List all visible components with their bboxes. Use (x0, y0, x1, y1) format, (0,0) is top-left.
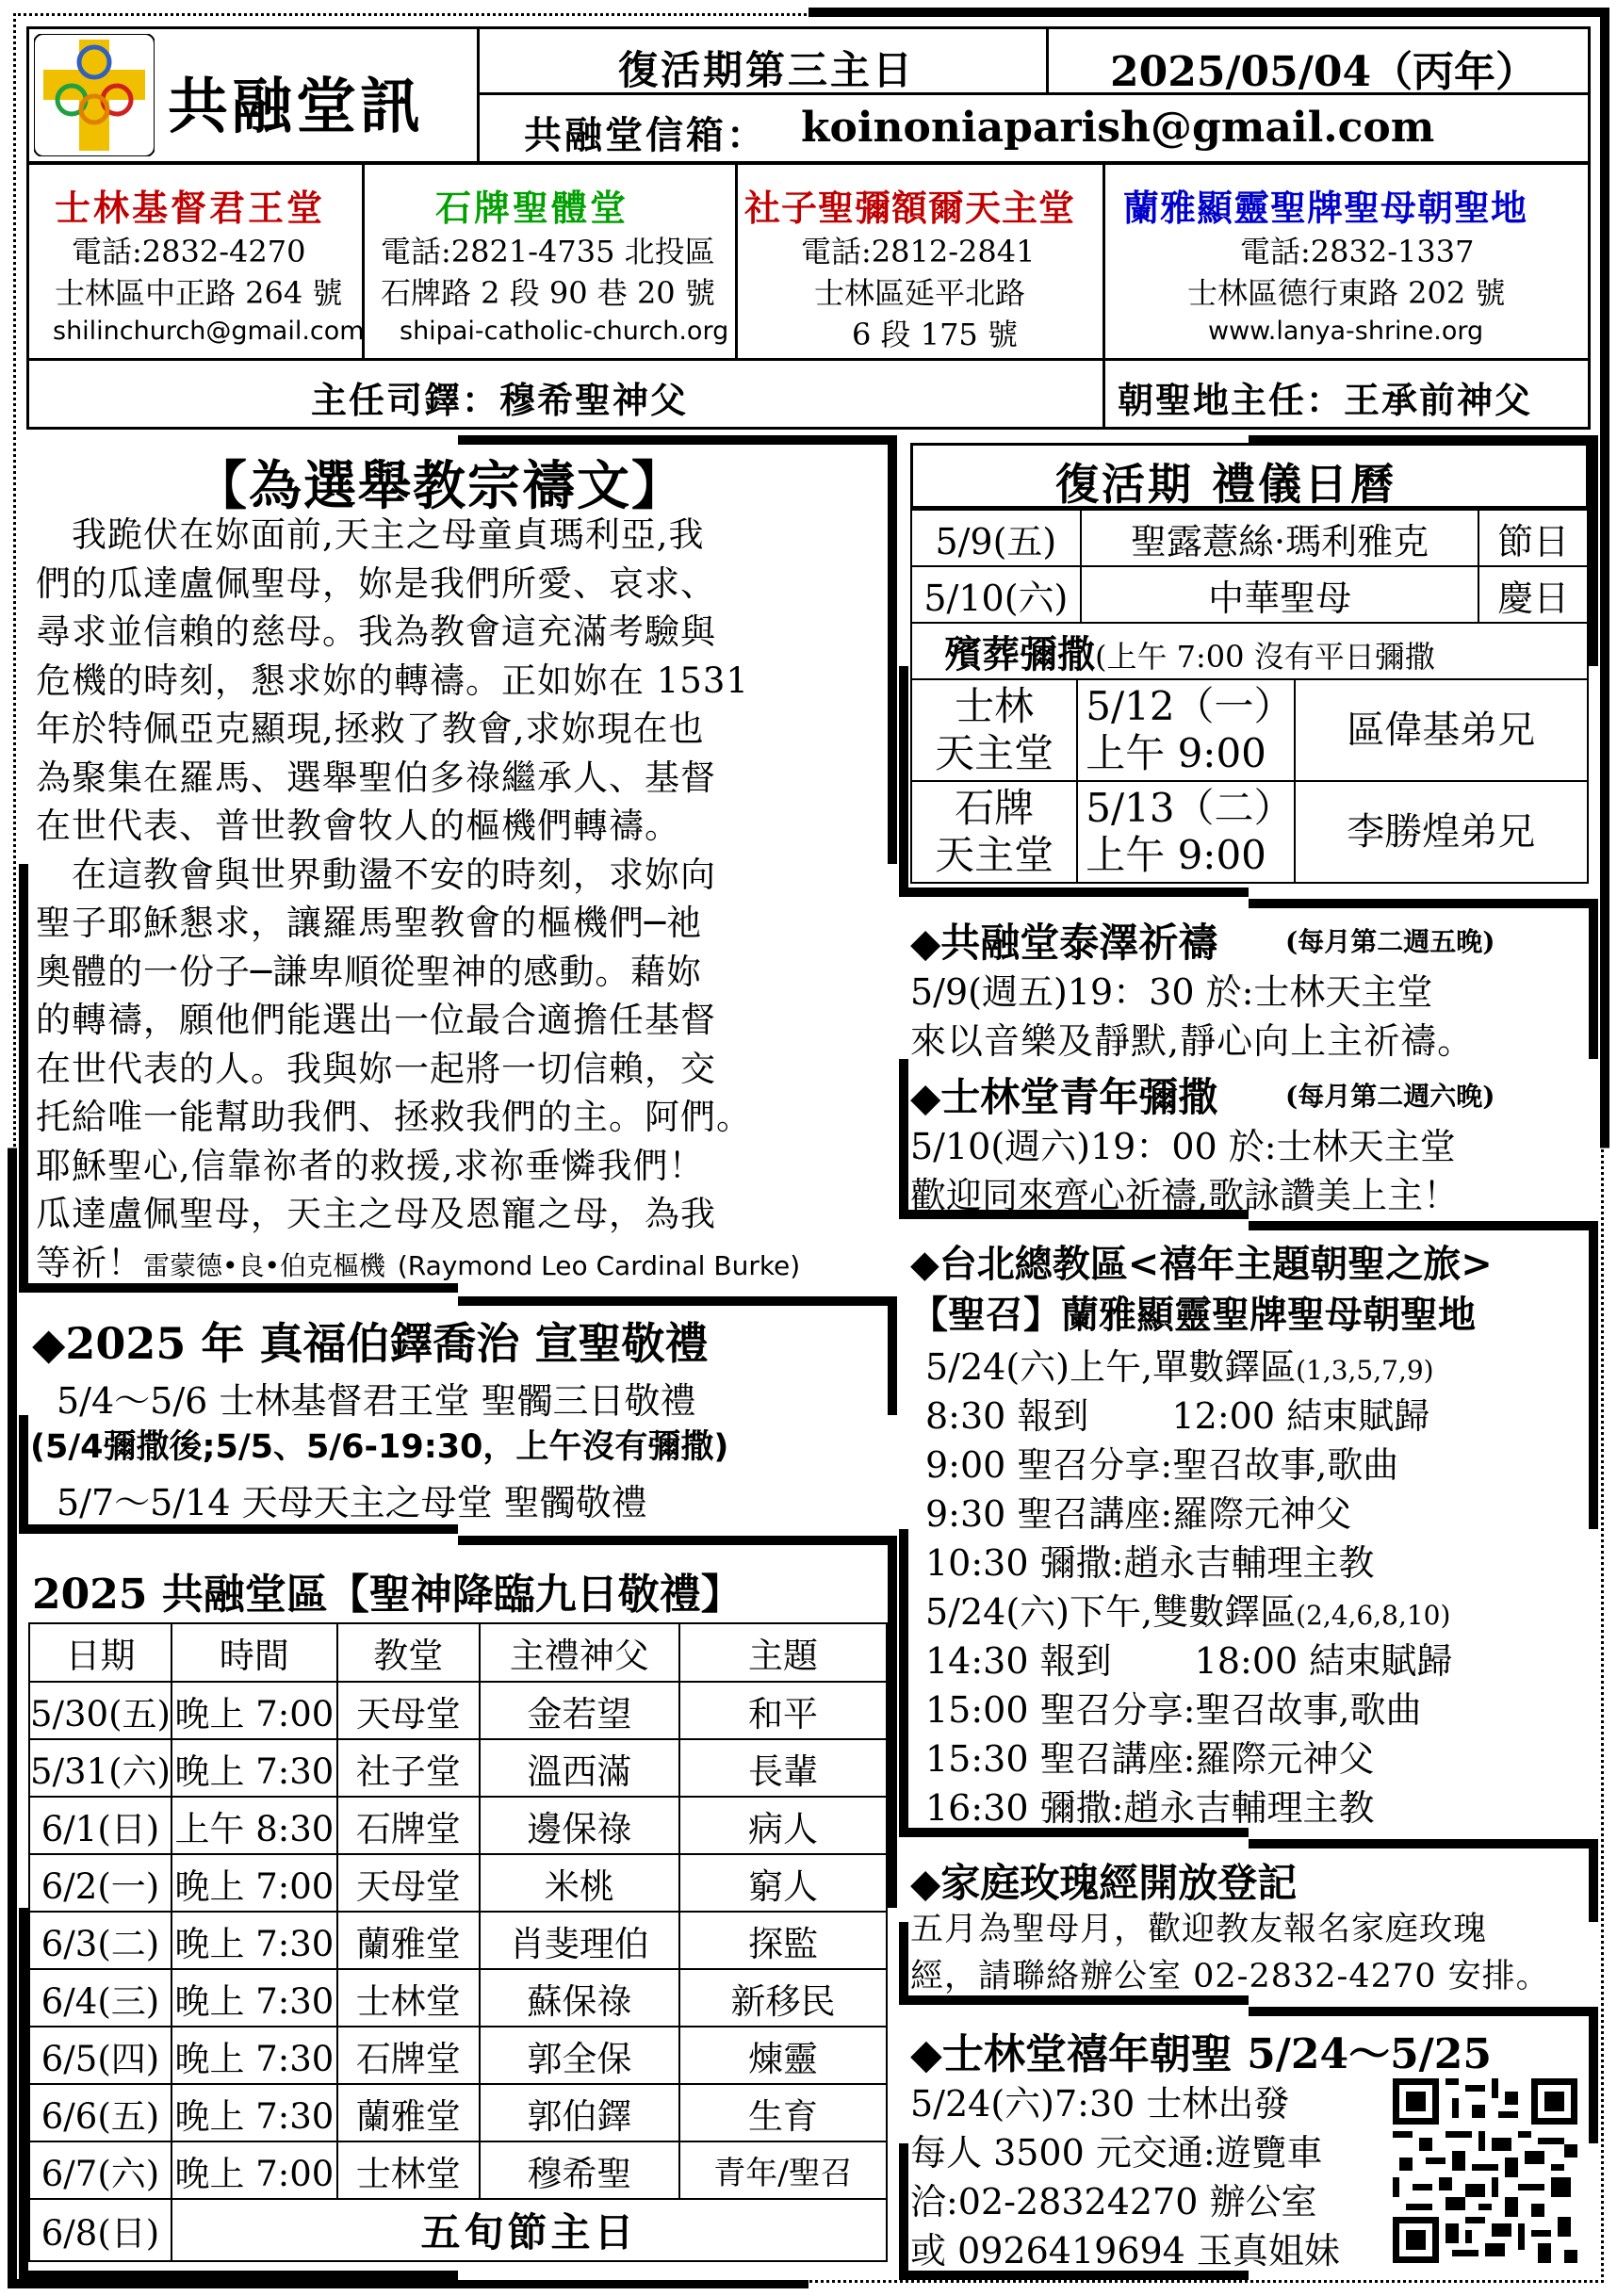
novena-date: 6/7(六) (29, 2141, 172, 2199)
relic-title: ◆2025 年 真福伯鐸喬治 宣聖敬禮 (32, 1318, 709, 1369)
novena-header: 時間 (172, 1623, 337, 1682)
novena-church: 天母堂 (337, 1682, 480, 1739)
calendar-feast: 中華聖母 (1081, 566, 1479, 623)
novena-theme: 探監 (679, 1912, 887, 1969)
funeral-church-b: 天主堂 (935, 832, 1054, 878)
church-shipai-address: 石牌路 2 段 90 巷 20 號 (381, 275, 715, 311)
table-row (29, 1912, 887, 1969)
novena-date: 6/8(日) (29, 2199, 172, 2261)
novena-theme: 青年/聖召 (679, 2141, 887, 2199)
church-divider-v3 (1102, 162, 1105, 430)
church-shezi-name: 社子聖彌額爾天主堂 (744, 187, 1076, 229)
novena-church: 士林堂 (337, 1969, 480, 2027)
calendar-title: 復活期 禮儀日曆 (1055, 459, 1397, 510)
prayer-line: 在世代表的人。我與妳一起將一切信賴，交 (36, 1048, 716, 1089)
prayer-last-line (36, 1239, 800, 1291)
prayer-line: 們的瓜達盧佩聖母，妳是我們所愛、哀求、 (36, 562, 716, 604)
table-row (29, 2199, 887, 2261)
pilgrimage-pm-item: 15:00 聖召分享:聖召故事,歌曲 (925, 1689, 1422, 1731)
jubilee-title: ◆士林堂禧年朝聖 5/24～5/25 (910, 2030, 1492, 2078)
prayer-line: 危機的時刻，懇求妳的轉禱。正如妳在 1531 (36, 659, 749, 701)
church-shilin-address: 士林區中正路 264 號 (55, 275, 343, 311)
funeral-church (911, 679, 1077, 781)
novena-pentecost: 五旬節主日 (172, 2199, 887, 2261)
prayer-title: 【為選舉教宗禱文】 (194, 455, 686, 517)
masthead-divider-v2 (1046, 26, 1049, 94)
prayer-line: 為聚集在羅馬、選舉聖伯多祿繼承人、基督 (36, 757, 716, 798)
prayer-author: 雷蒙德•良•伯克樞機 (143, 1249, 386, 1281)
table-row (29, 1797, 887, 1854)
novena-celebrant: 邊保祿 (480, 1797, 679, 1854)
taize-line2: 來以音樂及靜默,靜心向上主祈禱。 (910, 1020, 1475, 1062)
pastor: 主任司鐸：穆希聖神父 (311, 379, 689, 421)
pilgrimage-am-note: (1,3,5,7,9) (1296, 1355, 1434, 1386)
funeral-table (910, 678, 1589, 884)
church-shilin-name: 士林基督君王堂 (55, 187, 326, 229)
novena-theme: 和平 (679, 1682, 887, 1739)
novena-church: 石牌堂 (337, 2027, 480, 2084)
novena-header: 教堂 (337, 1623, 480, 1682)
table-row (911, 679, 1588, 781)
table-row (29, 1854, 887, 1912)
novena-date: 5/30(五) (29, 1682, 172, 1739)
novena-theme: 病人 (679, 1797, 887, 1854)
table-row (911, 781, 1588, 883)
youth-note: (每月第二週六晚) (1285, 1081, 1495, 1112)
prayer-line: 尋求並信賴的慈母。我為教會這充滿考驗與 (36, 611, 716, 652)
novena-time: 晚上 7:00 (172, 1854, 337, 1912)
novena-time: 晚上 7:30 (172, 1739, 337, 1797)
novena-date: 6/1(日) (29, 1797, 172, 1854)
youth-line2: 歡迎同來齊心祈禱,歌詠讚美上主！ (910, 1175, 1460, 1216)
church-lanya-address: 士林區德行東路 202 號 (1187, 275, 1506, 311)
novena-celebrant: 蘇保祿 (480, 1969, 679, 2027)
prayer-line: 托給唯一能幫助我們、拯救我們的主。阿們。 (36, 1097, 752, 1137)
novena-table (28, 1622, 888, 2262)
novena-date: 6/5(四) (29, 2027, 172, 2084)
funeral-name: 李勝煌弟兄 (1295, 781, 1588, 883)
novena-church: 社子堂 (337, 1739, 480, 1797)
mailbox-label: 共融堂信箱： (524, 113, 767, 157)
church-lanya-phone: 電話:2832-1337 (1240, 234, 1475, 269)
novena-celebrant: 溫西滿 (480, 1739, 679, 1797)
masthead-divider-v1 (477, 26, 480, 164)
calendar-table (910, 509, 1589, 680)
novena-date: 6/4(三) (29, 1969, 172, 2027)
novena-date: 6/2(一) (29, 1854, 172, 1912)
table-row (29, 2141, 887, 2199)
mailbox-email[interactable]: koinoniaparish@gmail.com (801, 104, 1435, 152)
calendar-date: 5/9(五) (911, 510, 1081, 566)
novena-theme: 長輩 (679, 1739, 887, 1797)
funeral-date: 5/12（一） (1086, 683, 1294, 729)
rosary-line1: 五月為聖母月，歡迎教友報名家庭玫瑰 (910, 1911, 1488, 1948)
pilgrimage-am-item: 9:30 聖召講座:羅際元神父 (925, 1493, 1352, 1535)
church-shilin-phone: 電話:2832-4270 (72, 234, 306, 269)
table-row (29, 1739, 887, 1797)
funeral-church (911, 781, 1077, 883)
pilgrimage-am-head (925, 1338, 1434, 1390)
novena-time: 晚上 7:30 (172, 2027, 337, 2084)
youth-line1: 5/10(週六)19：00 於:士林天主堂 (910, 1126, 1456, 1167)
pilgrimage-pm-item: 15:30 聖召講座:羅際元神父 (925, 1738, 1375, 1780)
novena-celebrant: 金若望 (480, 1682, 679, 1739)
novena-celebrant: 穆希聖 (480, 2141, 679, 2199)
church-lanya-name: 蘭雅顯靈聖牌聖母朝聖地 (1123, 187, 1528, 229)
taize-note: (每月第二週五晚) (1285, 926, 1495, 957)
shrine-director: 朝聖地主任：王承前神父 (1118, 379, 1533, 421)
rosary-title: ◆家庭玫瑰經開放登記 (910, 1860, 1298, 1906)
novena-time: 晚上 7:30 (172, 2084, 337, 2141)
funeral-church-a: 石牌 (955, 785, 1035, 831)
church-divider-v2 (735, 162, 738, 358)
prayer-closing: 等祈！ (36, 1242, 143, 1283)
novena-time: 晚上 7:30 (172, 1969, 337, 2027)
table-row (29, 2084, 887, 2141)
pilgrimage-am-label: 5/24(六)上午,單數鐸區 (925, 1346, 1297, 1388)
funeral-time: 上午 9:00 (1086, 730, 1266, 776)
table-row (911, 566, 1588, 623)
prayer-line: 在這教會與世界動盪不安的時刻，求妳向 (36, 854, 716, 895)
table-row (911, 510, 1588, 566)
novena-time: 上午 8:30 (172, 1797, 337, 1854)
prayer-line: 耶穌聖心,信靠祢者的救援,求祢垂憐我們！ (36, 1145, 705, 1186)
novena-church: 蘭雅堂 (337, 1912, 480, 1969)
table-row (29, 1682, 887, 1739)
novena-celebrant: 郭伯鐸 (480, 2084, 679, 2141)
church-shezi-address2: 6 段 175 號 (852, 317, 1018, 352)
table-row (29, 2027, 887, 2084)
jubilee-line: 每人 3500 元交通:遊覽車 (910, 2132, 1323, 2174)
pilgrimage-pm-item: 14:30 報到 18:00 結束賦歸 (925, 1640, 1453, 1682)
novena-header: 主禮神父 (480, 1623, 679, 1682)
church-shipai-phone: 電話:2821-4735 北投區 (381, 234, 715, 269)
funeral-datetime (1077, 781, 1294, 883)
calendar-rank: 慶日 (1478, 566, 1588, 623)
calendar-rank: 節日 (1478, 510, 1588, 566)
prayer-line: 年於特佩亞克顯現,拯救了教會,求妳現在也 (36, 708, 705, 749)
novena-theme: 窮人 (679, 1854, 887, 1912)
masthead-title: 共融堂訊 (168, 72, 424, 142)
prayer-text (36, 511, 800, 1290)
funeral-church-a: 士林 (955, 683, 1035, 729)
pilgrimage-title: ◆台北總教區<禧年主題朝聖之旅> (910, 1242, 1493, 1286)
novena-theme: 生育 (679, 2084, 887, 2141)
novena-date: 6/3(二) (29, 1912, 172, 1969)
novena-church: 石牌堂 (337, 1797, 480, 1854)
calendar-feast: 聖露薏絲·瑪利雅克 (1081, 510, 1479, 566)
funeral-datetime (1077, 679, 1294, 781)
novena-header: 主題 (679, 1623, 887, 1682)
novena-church: 天母堂 (337, 1854, 480, 1912)
prayer-line: 的轉禱，願他們能選出一位最合適擔任基督 (36, 1000, 716, 1040)
church-divider-h (26, 358, 1591, 361)
pilgrimage-am-item: 10:30 彌撒:趙永吉輔理主教 (925, 1542, 1375, 1584)
novena-celebrant: 肖斐理伯 (480, 1912, 679, 1969)
church-shezi-phone: 電話:2812-2841 (801, 234, 1036, 269)
novena-header: 日期 (29, 1623, 172, 1682)
pilgrimage-pm-label: 5/24(六)下午,雙數鐸區 (925, 1591, 1297, 1633)
church-shezi-address: 士林區延平北路 (814, 275, 1026, 311)
jubilee-line: 洽:02-28324270 辦公室 (910, 2181, 1317, 2223)
novena-time: 晚上 7:00 (172, 1682, 337, 1739)
prayer-line: 我跪伏在妳面前,天主之母童貞瑪利亞,我 (36, 514, 705, 555)
church-shilin-email[interactable]: shilinchurch@gmail.com (53, 317, 365, 346)
qr-code[interactable] (1393, 2078, 1577, 2263)
novena-church: 蘭雅堂 (337, 2084, 480, 2141)
koinonia-cross-logo (34, 34, 155, 156)
relic-line1: 5/4～5/6 士林基督君王堂 聖髑三日敬禮 (57, 1380, 696, 1422)
pilgrimage-subtitle: 【聖召】蘭雅顯靈聖牌聖母朝聖地 (910, 1293, 1476, 1337)
funeral-time: 上午 9:00 (1086, 832, 1266, 878)
prayer-line: 瓜達盧佩聖母，天主之母及恩寵之母，為我 (36, 1194, 716, 1234)
jubilee-line: 5/24(六)7:30 士林出發 (910, 2083, 1290, 2125)
novena-celebrant: 米桃 (480, 1854, 679, 1912)
pilgrimage-am-item: 9:00 聖召分享:聖召故事,歌曲 (925, 1444, 1399, 1486)
pilgrimage-pm-note: (2,4,6,8,10) (1296, 1600, 1451, 1631)
prayer-author-en: (Raymond Leo Cardinal Burke) (397, 1249, 801, 1281)
novena-theme: 新移民 (679, 1969, 887, 2027)
funeral-church-b: 天主堂 (935, 730, 1054, 776)
table-row (29, 1969, 887, 2027)
novena-date: 5/31(六) (29, 1739, 172, 1797)
prayer-line: 在世代表、普世教會牧人的樞機們轉禱。 (36, 806, 680, 846)
church-lanya-web[interactable]: www.lanya-shrine.org (1208, 317, 1484, 346)
relic-line2: (5/4彌撒後;5/5、5/6-19:30，上午沒有彌撒) (30, 1428, 729, 1466)
novena-celebrant: 郭全保 (480, 2027, 679, 2084)
novena-date: 6/6(五) (29, 2084, 172, 2141)
masthead-date: 2025/05/04（丙年） (1110, 48, 1538, 96)
prayer-line: 聖子耶穌懇求，讓羅馬聖教會的樞機們─祂 (36, 903, 703, 943)
pilgrimage-am-item: 8:30 報到 12:00 結束賦歸 (925, 1395, 1430, 1437)
taize-line1: 5/9(週五)19：30 於:士林天主堂 (910, 971, 1433, 1013)
novena-time: 晚上 7:30 (172, 1912, 337, 1969)
novena-time: 晚上 7:00 (172, 2141, 337, 2199)
rosary-line2: 經，請聯絡辦公室 02-2832-4270 安排。 (910, 1958, 1550, 1995)
funeral-title: 殯葬彌撒 (944, 631, 1095, 676)
funeral-heading (911, 623, 1588, 679)
novena-theme: 煉靈 (679, 2027, 887, 2084)
novena-church: 士林堂 (337, 2141, 480, 2199)
taize-title: ◆共融堂泰澤祈禱 (910, 920, 1218, 966)
novena-title: 2025 共融堂區【聖神降臨九日敬禮】 (32, 1571, 743, 1619)
pilgrimage-pm-head (925, 1583, 1450, 1635)
calendar-date: 5/10(六) (911, 566, 1081, 623)
prayer-line: 奧體的一份子─謙卑順從聖神的感動。藉妳 (36, 951, 703, 992)
funeral-date: 5/13（二） (1086, 785, 1294, 831)
pilgrimage-pm-item: 16:30 彌撒:趙永吉輔理主教 (925, 1787, 1375, 1829)
youth-title: ◆士林堂青年彌撒 (910, 1074, 1218, 1120)
church-shipai-name: 石牌聖體堂 (435, 187, 629, 229)
relic-line3: 5/7～5/14 天母天主之母堂 聖髑敬禮 (57, 1482, 647, 1523)
funeral-note: (上午 7:00 沒有平日彌撒 (1095, 638, 1435, 675)
jubilee-line: 或 0926419694 玉真姐妹 (910, 2230, 1340, 2272)
funeral-name: 區偉基弟兄 (1295, 679, 1588, 781)
masthead-sunday: 復活期第三主日 (618, 47, 916, 93)
church-shipai-web[interactable]: shipai-catholic-church.org (400, 317, 729, 346)
